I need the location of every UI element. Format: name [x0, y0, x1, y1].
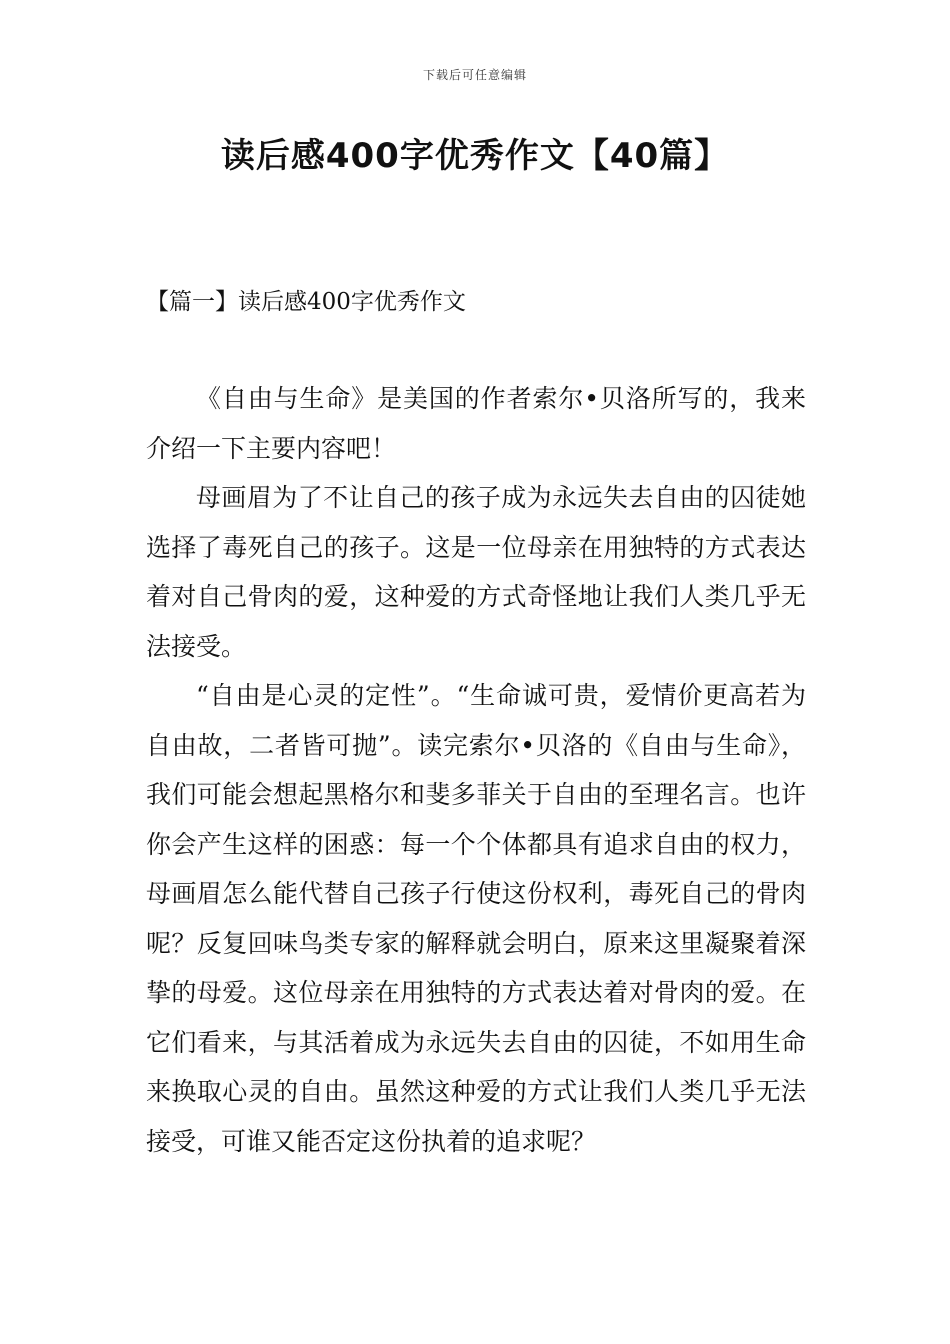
section-heading: 【篇一】读后感400字优秀作文: [146, 289, 466, 315]
paragraph-1: 《自由与生命》是美国的作者索尔•贝洛所写的，我来介绍一下主要内容吧！: [146, 384, 806, 463]
header-note: 下载后可任意编辑: [422, 68, 527, 82]
paragraph-3: “自由是心灵的定性”。“生命诚可贵，爱情价更高若为自由故，二者皆可抛”。读完索尔•贝洛的《自由与生命》，我们可能会想起黑格尔和斐多菲关于自由的至理名言。也许你会产生这样的困惑：每一个个体都具有追求自由的权力，母画眉怎么能代替自己孩子行使这份权利，毒死自己的骨肉呢？反复回味鸟类专家的解释就会明白，原来这里凝聚着深挚的母爱。这位母亲在用独特的方式表达着对骨肉的爱。在它们看来，与其活着成为永远失去自由的囚徒，不如用生命来换取心灵的自由。虽然这种爱的方式让我们人类几乎无法接受，可谁又能否定这份执着的追求呢？: [146, 681, 806, 1156]
paragraph-2: 母画眉为了不让自己的孩子成为永远失去自由的囚徒她选择了毒死自己的孩子。这是一位母亲在用独特的方式表达着对自己骨肉的爱，这种爱的方式奇怪地让我们人类几乎无法接受。: [146, 483, 806, 661]
document-title: 读后感400字优秀作文【40篇】: [220, 136, 730, 176]
body-text: [146, 374, 806, 1166]
